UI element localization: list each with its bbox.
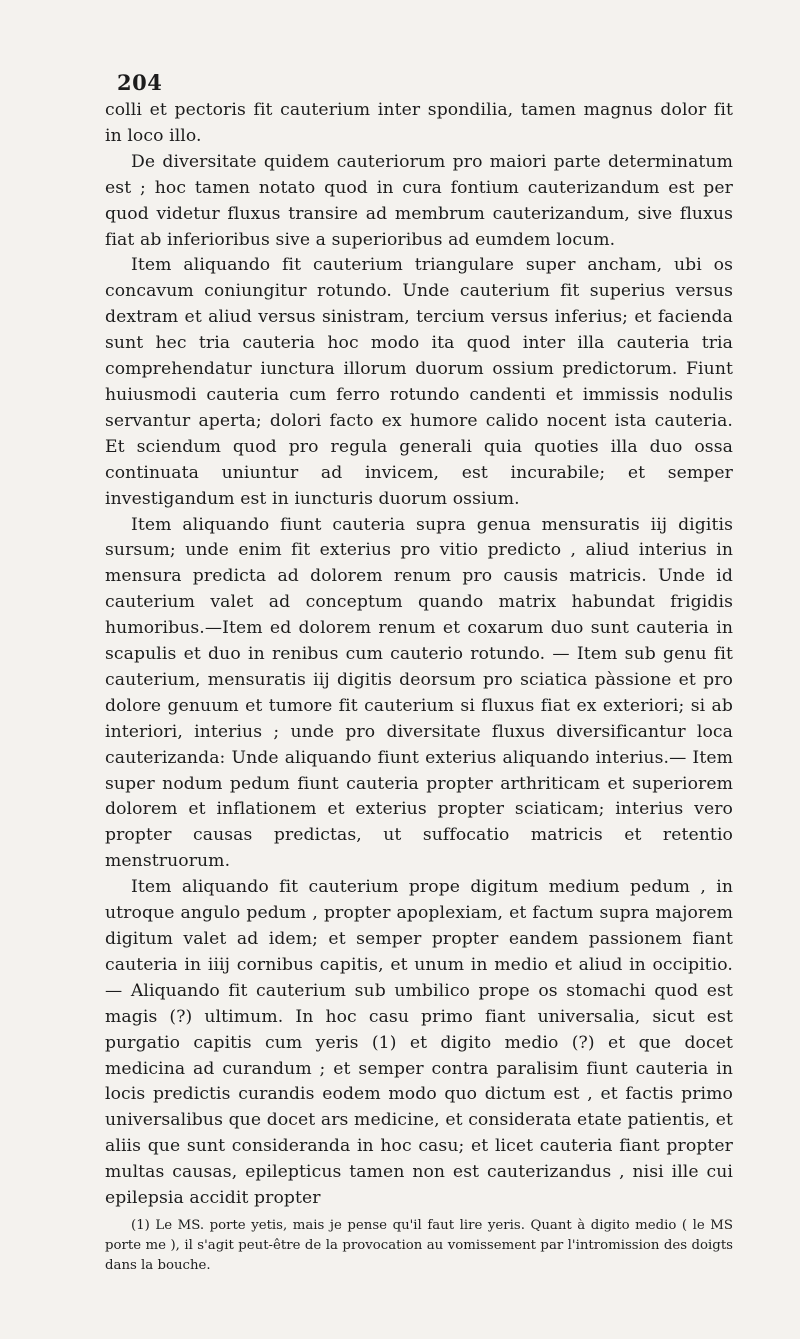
paragraph-continuation: colli et pectoris fit cauterium inter spondilia, tamen magnus dolor fit in loco illo.	[105, 100, 733, 146]
footnote	[105, 1216, 733, 1276]
paragraph-triangular-cautery: Item aliquando fit cauterium triangulare super ancham, ubi os concavum coniungitur rotundo. Unde cauterium fit superius versus dextram et aliud versus sinistram, tercium versus inferius; et facienda sunt hec tria cauteria hoc modo ita quod inter illa cauteria tria comprehendatur iunctura illorum duorum ossium predictorum. Fiunt huiusmodi cauteria cum ferro rotundo candenti et immissis nodulis servantur aperta; dolori facto ex humore calido nocent ista cauteria. Et sciendum quod pro regula generali quia quoties illa duo ossa continuata uniuntur ad invicem, est incurabile; et semper investigandum est in iuncturis duorum ossium.	[105, 255, 733, 509]
footnote-text: (1) Le MS. porte yetis, mais je pense qu'il faut lire yeris. Quant à digito medio ( le MS porte me ), il s'agit peut-être de la provocation au vomissement par l'intromission des doigts dans la bouche.	[105, 1218, 733, 1273]
main-text	[105, 98, 733, 1212]
paragraph-foot-cauteries: Item aliquando fit cauterium prope digitum medium pedum , in utroque angulo pedum , propter apoplexiam, et factum supra majorem digitum valet ad idem; et semper propter eandem passionem fiant cauteria in iiij cornibus capitis, et unum in medio et aliud in occipitio. — Aliquando fit cauterium sub umbilico prope os stomachi quod est magis (?) ultimum. In hoc casu primo fiant universalia, sicut est purgatio capitis cum yeris (1) et digito medio (?) et que docet medicina ad curandum ; et semper contra paralisim fiunt cauteria in locis predictis curandis eodem modo quo dictum est , et factis primo universalibus que docet ars medicine, et considerata etate patientis, et aliis que sunt consideranda in hoc casu; et licet cauteria fiant propter multas causas, epilepticus tamen non est cauterizandus , nisi ille cui epilepsia accidit propter	[105, 877, 733, 1209]
page-number: 204	[117, 70, 163, 95]
paragraph-knee-cauteries: Item aliquando fiunt cauteria supra genua mensuratis iij digitis sursum; unde enim fit exterius pro vitio predicto , aliud interius in mensura predicta ad dolorem renum pro causis matricis. Unde id cauterium valet ad conceptum quando matrix habundat frigidis humoribus.—Item ed dolorem renum et coxarum duo sunt cauteria in scapulis et duo in renibus cum cauterio rotundo. — Item sub genu fit cauterium, mensuratis iij digitis deorsum pro sciatica pàssione et pro dolore genuum et tumore fit cauterium si fluxus fiat ex exteriori; si ab interiori, interius ; unde pro diversitate fluxus diversificantur loca cauterizanda: Unde aliquando fiunt exterius aliquando interius.— Item super nodum pedum fiunt cauteria propter arthriticam et superiorem dolorem et inflationem et exterius propter sciaticam; interius vero propter causas predictas, ut suffocatio matricis et retentio menstruorum.	[105, 514, 733, 872]
paragraph-diversity-cauteries: De diversitate quidem cauteriorum pro maiori parte determinatum est ; hoc tamen notato quod in cura fontium cauterizandum est per quod videtur fluxus transire ad membrum cauterizandum, sive fluxus fiat ab inferioribus sive a superioribus ad eumdem locum.	[105, 151, 733, 250]
